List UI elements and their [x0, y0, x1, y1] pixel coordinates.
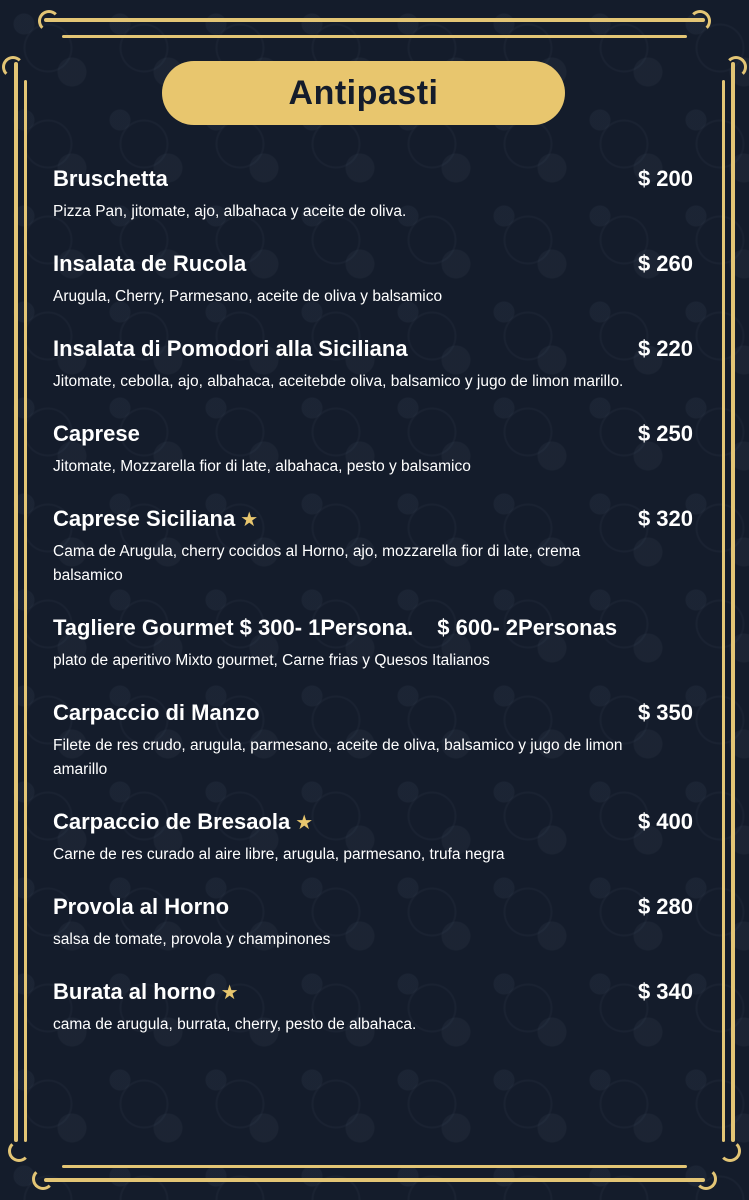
- item-name-with-star: [53, 809, 313, 835]
- item-description: cama de arugula, burrata, cherry, pesto de albahaca.: [53, 1016, 417, 1033]
- item-description: Carne de res curado al aire libre, arugula, parmesano, trufa negra: [53, 846, 505, 863]
- item-name: Burata al horno: [53, 979, 216, 1004]
- item-name-with-star: [53, 506, 258, 532]
- item-price: $ 200: [637, 166, 693, 191]
- frame-right-inner-border: [722, 80, 725, 1142]
- item-name-with-star: [53, 979, 239, 1005]
- item-price: $ 400: [637, 809, 693, 834]
- frame-left-border: [14, 62, 18, 1142]
- frame-bottom-inner-border: [62, 1165, 687, 1168]
- item-price: $ 320: [637, 506, 693, 531]
- menu-item: [53, 336, 693, 394]
- ornament-curl-icon: [32, 1168, 54, 1190]
- section-title: Antipasti: [288, 73, 439, 112]
- item-description: salsa de tomate, provola y champinones: [53, 931, 331, 948]
- star-icon: ★: [220, 982, 239, 1004]
- menu-item: [53, 166, 693, 224]
- item-price: $ 340: [637, 979, 693, 1004]
- star-icon: ★: [240, 509, 259, 531]
- frame-top-border: [44, 18, 705, 22]
- menu-item: [53, 894, 693, 952]
- menu-item: [53, 615, 693, 673]
- ornament-curl-icon: [725, 56, 747, 78]
- item-description: Filete de res crudo, arugula, parmesano, aceite de oliva, balsamico y jugo de limon amarillo: [53, 737, 623, 778]
- item-name: Caprese Siciliana: [53, 506, 236, 531]
- item-name: Carpaccio di Manzo: [53, 700, 260, 725]
- menu-list: [53, 166, 693, 1064]
- item-name: Carpaccio de Bresaola: [53, 809, 291, 834]
- item-description: Jitomate, Mozzarella fior di late, albahaca, pesto y balsamico: [53, 458, 471, 475]
- item-description: plato de aperitivo Mixto gourmet, Carne frias y Quesos Italianos: [53, 652, 490, 669]
- item-description: Arugula, Cherry, Parmesano, aceite de oliva y balsamico: [53, 288, 443, 305]
- frame-left-inner-border: [24, 80, 27, 1142]
- menu-item: [53, 506, 693, 588]
- star-icon: ★: [295, 812, 314, 834]
- item-price: $ 600- 2Personas: [437, 615, 618, 640]
- ornament-curl-icon: [689, 10, 711, 32]
- item-description: Jitomate, cebolla, ajo, albahaca, aceitebde oliva, balsamico y jugo de limon marillo.: [53, 373, 624, 390]
- section-header-badge: [162, 61, 565, 125]
- frame-top-inner-border: [62, 35, 687, 38]
- menu-item: [53, 809, 693, 867]
- item-name: Insalata di Pomodori alla Siciliana: [53, 336, 408, 361]
- item-name: Provola al Horno: [53, 894, 230, 919]
- item-name: Tagliere Gourmet $ 300- 1Persona.: [53, 615, 414, 640]
- ornament-curl-icon: [8, 1140, 30, 1162]
- item-price: $ 350: [637, 700, 693, 725]
- ornament-curl-icon: [2, 56, 24, 78]
- item-description: Pizza Pan, jitomate, ajo, albahaca y aceite de oliva.: [53, 203, 407, 220]
- item-description: Cama de Arugula, cherry cocidos al Horno, ajo, mozzarella fior di late, crema balsamico: [53, 543, 581, 584]
- item-price: $ 280: [637, 894, 693, 919]
- menu-item: [53, 979, 693, 1037]
- menu-item: [53, 700, 693, 782]
- ornament-curl-icon: [719, 1140, 741, 1162]
- menu-item: [53, 421, 693, 479]
- menu-item: [53, 251, 693, 309]
- item-name: Insalata de Rucola: [53, 251, 247, 276]
- frame-right-border: [731, 62, 735, 1142]
- item-price: $ 220: [637, 336, 693, 361]
- item-price: $ 250: [637, 421, 693, 446]
- frame-bottom-border: [44, 1178, 705, 1182]
- ornament-curl-icon: [695, 1168, 717, 1190]
- item-name: Caprese: [53, 421, 140, 446]
- item-price: $ 260: [637, 251, 693, 276]
- item-name: Bruschetta: [53, 166, 168, 191]
- ornament-curl-icon: [38, 10, 60, 32]
